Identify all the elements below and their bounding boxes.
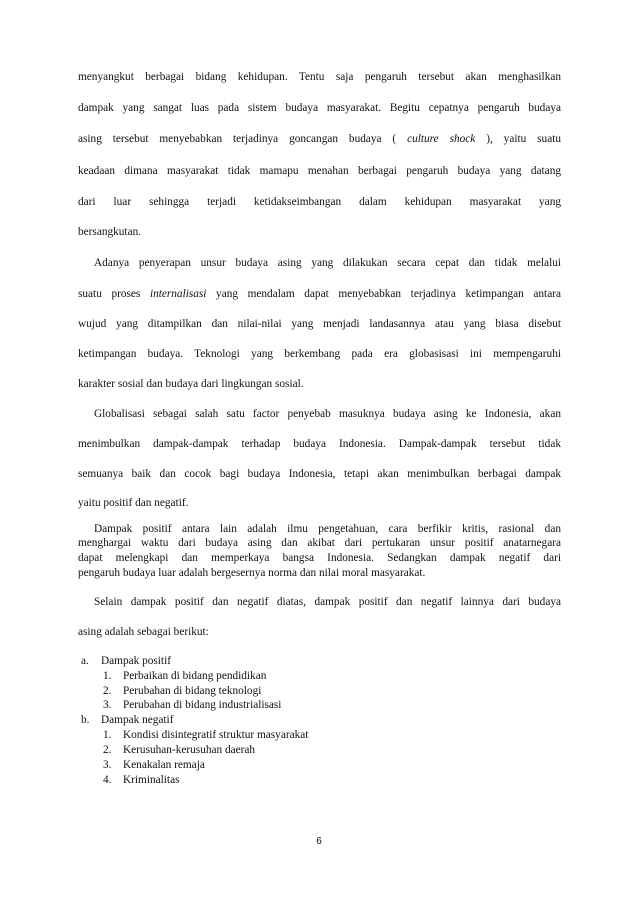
paragraph-1-line-6: bersangkutan. xyxy=(78,226,142,238)
paragraph-2-line-1: Adanya penyerapan unsur budaya asing yang dilakukan secara cepat dan tidak melalui xyxy=(94,257,561,269)
list-marker: b. xyxy=(81,714,90,726)
paragraph-1-line-4: keadaan dimana masyarakat tidak mamapu menahan berbagai pengaruh budaya yang datang xyxy=(78,165,561,177)
list-number: 1. xyxy=(103,729,112,741)
list-heading-positive xyxy=(81,655,171,667)
paragraph-4-line-1: Dampak positif antara lain adalah ilmu pengetahuan, cara berfikir kritis, rasional dan xyxy=(94,523,561,535)
paragraph-1-line-1: menyangkut berbagai bidang kehidupan. Tentu saja pengaruh tersebut akan menghasilkan xyxy=(78,71,561,83)
list-heading-negative xyxy=(81,714,173,726)
paragraph-1-line-2: dampak yang sangat luas pada sistem budaya masyarakat. Begitu cepatnya pengaruh budaya xyxy=(78,102,561,114)
list-item-text: Kerusuhan-kerusuhan daerah xyxy=(123,744,256,756)
text-segment: asing tersebut menyebabkan terjadinya goncangan budaya ( xyxy=(78,133,408,145)
paragraph-2-line-3: wujud yang ditampilkan dan nilai-nilai yang menjadi landasannya atau yang biasa disebut xyxy=(78,318,561,330)
list-item xyxy=(103,759,205,771)
list-number: 2. xyxy=(103,685,112,697)
list-marker: a. xyxy=(81,655,89,667)
text-segment: suatu proses xyxy=(78,288,150,300)
list-number: 4. xyxy=(103,774,112,786)
list-heading-text: Dampak positif xyxy=(101,655,171,667)
paragraph-2-line-4: ketimpangan budaya. Teknologi yang berkembang pada era globasisasi ini mempengaruhi xyxy=(78,348,561,360)
paragraph-3-line-3: semuanya baik dan cocok bagi budaya Indonesia, tetapi akan menimbulkan berbagai dampak xyxy=(78,468,561,480)
list-item xyxy=(103,699,281,711)
list-heading-text: Dampak negatif xyxy=(101,714,174,726)
paragraph-3-line-4: yaitu positif dan negatif. xyxy=(78,497,189,509)
list-item-text: Perubahan di bidang industrialisasi xyxy=(123,699,282,711)
paragraph-1-line-3 xyxy=(78,133,561,145)
paragraph-2-line-5: karakter sosial dan budaya dari lingkungan sosial. xyxy=(78,378,304,390)
paragraph-1-line-5: dari luar sehingga terjadi ketidakseimbangan dalam kehidupan masyarakat yang xyxy=(78,196,561,208)
list-number: 3. xyxy=(103,699,112,711)
list-item-text: Kenakalan remaja xyxy=(123,759,205,771)
list-number: 1. xyxy=(103,670,112,682)
list-item xyxy=(103,685,261,697)
paragraph-3-line-2: menimbulkan dampak-dampak terhadap budaya Indonesia. Dampak-dampak tersebut tidak xyxy=(78,438,561,450)
list-number: 3. xyxy=(103,759,112,771)
text-segment: ), yaitu suatu xyxy=(475,133,562,145)
list-item-text: Perbaikan di bidang pendidikan xyxy=(123,670,267,682)
page-number: 6 xyxy=(316,836,322,847)
paragraph-4-line-2: menghargai waktu dari budaya asing dan akibat dari pertukaran unsur positif anatarnegara xyxy=(78,537,561,549)
paragraph-2-line-2 xyxy=(78,288,561,300)
text-segment: yang mendalam dapat menyebabkan terjadinya ketimpangan antara xyxy=(206,288,561,300)
list-item xyxy=(103,729,308,741)
paragraph-5-line-1: Selain dampak positif dan negatif diatas, dampak positif dan negatif lainnya dari budaya xyxy=(94,596,561,608)
italic-term: culture shock xyxy=(407,133,476,145)
list-item xyxy=(103,670,266,682)
list-item-text: Kondisi disintegratif struktur masyarakat xyxy=(123,729,309,741)
italic-term: internalisasi xyxy=(149,288,207,300)
paragraph-3-line-1: Globalisasi sebagai salah satu factor penyebab masuknya budaya asing ke Indonesia, akan xyxy=(94,408,561,420)
list-item xyxy=(103,774,179,786)
paragraph-5-line-2: asing adalah sebagai berikut: xyxy=(78,626,209,638)
list-item-text: Perubahan di bidang teknologi xyxy=(123,685,262,697)
list-item-text: Kriminalitas xyxy=(123,774,180,786)
paragraph-4-line-3: dapat melengkapi dan memperkaya bangsa Indonesia. Sedangkan dampak negatif dari xyxy=(78,552,561,564)
paragraph-4-line-4: pengaruh budaya luar adalah bergesernya norma dan nilai moral masyarakat. xyxy=(78,567,426,579)
list-number: 2. xyxy=(103,744,112,756)
list-item xyxy=(103,744,255,756)
